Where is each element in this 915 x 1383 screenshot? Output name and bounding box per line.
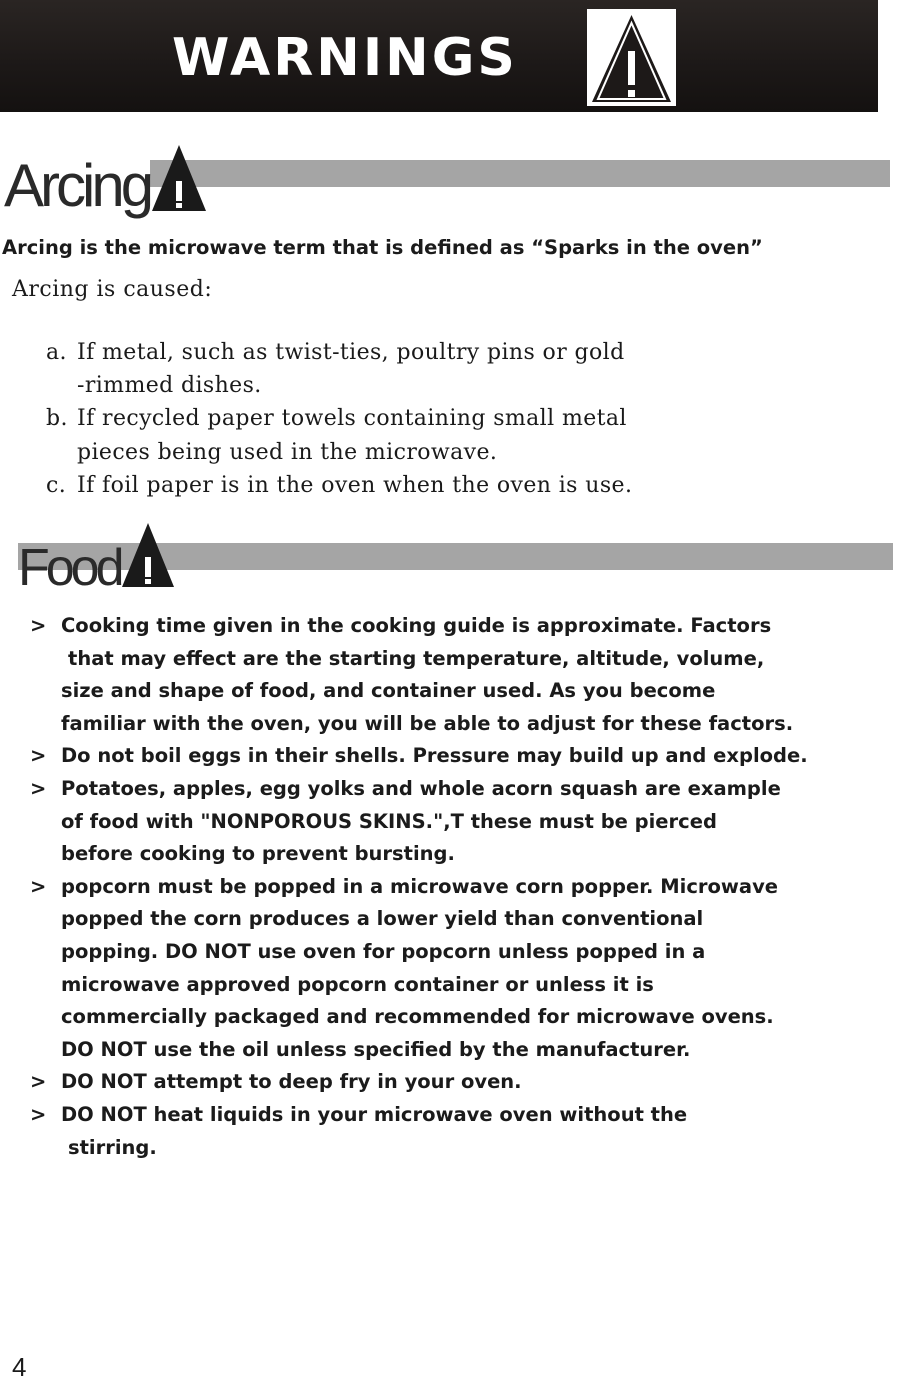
cause-mark: c. [46, 473, 67, 498]
list-item-continued: familiar with the oven, you will be able to adjust for these factors. [61, 711, 794, 735]
cause-mark: a. [46, 340, 67, 365]
list-item-text: popcorn must be popped in a microwave corn popper. Microwave [61, 874, 779, 898]
warning-triangle-icon [120, 521, 176, 594]
list-item-continued: of food with "NONPOROUS SKINS.",T these must be pierced [61, 809, 717, 833]
list-item-text: DO NOT heat liquids in your microwave oven without the [61, 1102, 688, 1126]
bullet: > [30, 614, 47, 637]
list-item-text: Cooking time given in the cooking guide is approximate. Factors [61, 614, 772, 637]
list-item-continued: before cooking to prevent bursting. [61, 842, 455, 866]
bullet: > [30, 744, 47, 768]
list-item [30, 740, 915, 773]
bullet: > [30, 1102, 47, 1126]
cause-text: If metal, such as twist-ties, poultry pins or gold [77, 340, 625, 365]
cause-item-b-continued: pieces being used in the microwave. [77, 440, 498, 465]
cause-text: If foil paper is in the oven when the oven is use. [77, 473, 633, 498]
list-item-continued: stirring. [68, 1135, 157, 1159]
list-item [30, 1066, 915, 1099]
warnings-banner [0, 0, 878, 112]
list-item [30, 773, 915, 806]
cause-mark: b. [46, 406, 68, 431]
bullet: > [30, 874, 47, 898]
cause-item-a-continued: -rimmed dishes. [77, 373, 262, 398]
arcing-section-bar [150, 160, 890, 187]
warning-triangle-icon [150, 143, 208, 218]
list-item-continued: DO NOT use the oil unless specified by the manufacturer. [61, 1037, 691, 1061]
warning-triangle-icon [587, 9, 676, 106]
list-item [30, 1099, 915, 1132]
list-item-continued: commercially packaged and recommended for microwave ovens. [61, 1005, 774, 1029]
list-item-continued: popped the corn produces a lower yield than conventional [61, 907, 704, 931]
arcing-caused-label: Arcing is caused: [12, 277, 213, 302]
bullet: > [30, 1070, 47, 1094]
page-number: 4 [12, 1352, 27, 1382]
cause-text: If recycled paper towels containing small metal [77, 406, 627, 431]
list-item-continued: size and shape of food, and container used. As you become [61, 679, 716, 703]
food-heading: Food [18, 539, 121, 597]
list-item-text: Potatoes, apples, egg yolks and whole acorn squash are example [61, 776, 781, 800]
list-item [30, 610, 915, 643]
list-item-continued: popping. DO NOT use oven for popcorn unless popped in a [61, 939, 706, 963]
arcing-heading: Arcing [4, 152, 151, 219]
list-item [30, 871, 915, 904]
arcing-definition: Arcing is the microwave term that is defined as “Sparks in the oven” [2, 236, 763, 259]
cause-item-a [46, 340, 625, 365]
banner-title: WARNINGS [172, 28, 518, 88]
list-item-continued: microwave approved popcorn container or unless it is [61, 972, 654, 996]
list-item-text: Do not boil eggs in their shells. Pressure may build up and explode. [61, 744, 808, 768]
cause-item-c [46, 473, 632, 498]
bullet: > [30, 776, 47, 800]
list-item-text: DO NOT attempt to deep fry in your oven. [61, 1070, 522, 1094]
cause-item-b [46, 406, 627, 431]
food-warnings-list [30, 610, 915, 1164]
list-item-continued: that may effect are the starting temperature, altitude, volume, [68, 646, 765, 670]
